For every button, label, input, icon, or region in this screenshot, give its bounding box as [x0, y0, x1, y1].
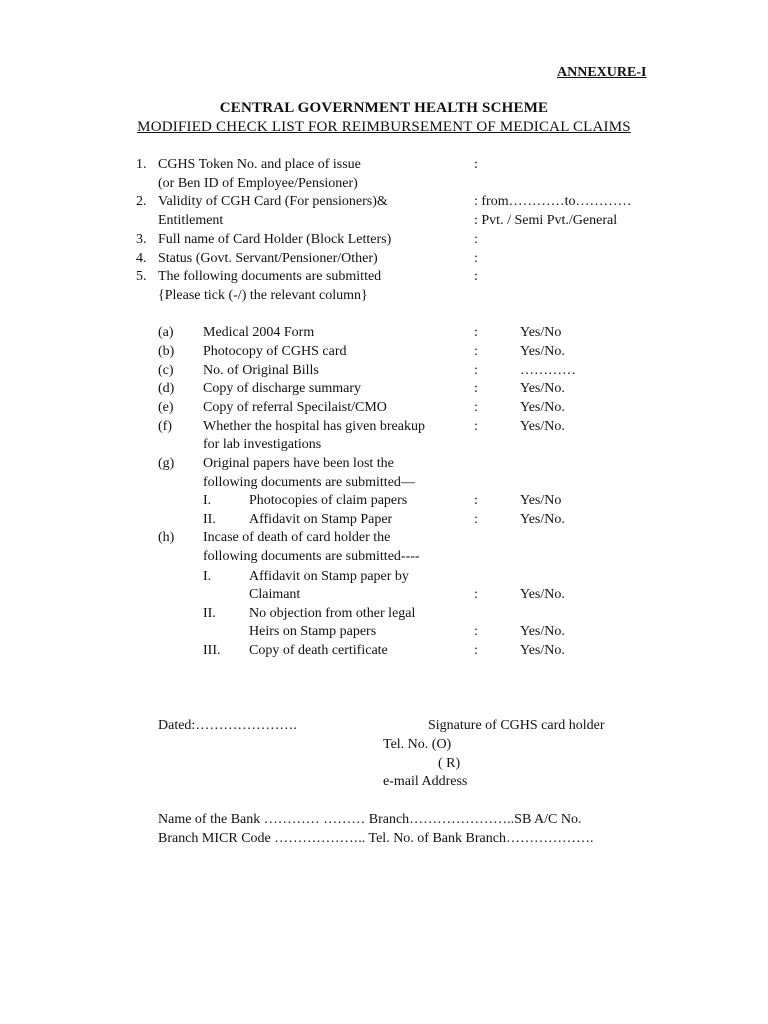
document-letter: (h) [158, 530, 175, 545]
tel-office-label: Tel. No. (O) [383, 737, 452, 752]
document-subtitle: MODIFIED CHECK LIST FOR REIMBURSEMENT OF MEDICAL CLAIMS [137, 119, 631, 135]
document-text: Whether the hospital has given breakup [203, 419, 425, 434]
sub-document-text: Claimant [249, 587, 301, 602]
validity-value: : from…………to………… [474, 194, 632, 209]
item-text: Full name of Card Holder (Block Letters) [158, 232, 392, 247]
document-value: Yes/No. [520, 624, 565, 639]
document-colon: : [474, 624, 478, 639]
tel-residence-label: ( R) [438, 756, 461, 771]
sub-document-text: Photocopies of claim papers [249, 493, 408, 508]
sub-document-text: No objection from other legal [249, 606, 416, 621]
document-text: Original papers have been lost the [203, 456, 394, 471]
document-colon: : [474, 643, 478, 658]
roman-numeral: I. [203, 493, 212, 508]
item-number: 5. [136, 269, 147, 284]
signature-label: Signature of CGHS card holder [428, 718, 605, 733]
document-text: No. of Original Bills [203, 363, 319, 378]
document-letter: (f) [158, 419, 172, 434]
item-colon: : [474, 269, 478, 284]
item-number: 2. [136, 194, 147, 209]
item-text: Validity of CGH Card (For pensioners)& [158, 194, 388, 209]
document-colon: : [474, 493, 478, 508]
roman-numeral: II. [203, 606, 216, 621]
document-colon: : [474, 419, 478, 434]
entitlement-value: : Pvt. / Semi Pvt./General [474, 213, 618, 228]
item-text: CGHS Token No. and place of issue [158, 157, 361, 172]
document-colon: : [474, 400, 478, 415]
item-text: {Please tick (-/) the relevant column} [158, 288, 368, 303]
annexure-label: ANNEXURE-I [557, 65, 647, 80]
document-colon: : [474, 363, 478, 378]
document-text: Copy of discharge summary [203, 381, 361, 396]
sub-document-text: Affidavit on Stamp Paper [249, 512, 393, 527]
email-label: e-mail Address [383, 774, 468, 789]
document-colon: : [474, 512, 478, 527]
document-value: Yes/No. [520, 587, 565, 602]
item-text: Status (Govt. Servant/Pensioner/Other) [158, 251, 378, 266]
sub-document-text: Affidavit on Stamp paper by [249, 569, 409, 584]
document-value: ………… [520, 363, 576, 378]
item-colon: : [474, 157, 478, 172]
item-number: 3. [136, 232, 147, 247]
document-value: Yes/No. [520, 400, 565, 415]
dated-field: Dated:…………………. [158, 718, 297, 733]
document-value: Yes/No. [520, 512, 565, 527]
roman-numeral: III. [203, 643, 221, 658]
roman-numeral: II. [203, 512, 216, 527]
document-colon: : [474, 344, 478, 359]
item-colon: : [474, 232, 478, 247]
document-text: Copy of referral Specilaist/CMO [203, 400, 387, 415]
document-colon: : [474, 587, 478, 602]
document-letter: (c) [158, 363, 174, 378]
document-text: Photocopy of CGHS card [203, 344, 347, 359]
bank-micr-line: Branch MICR Code ……………….. Tel. No. of Bank Branch………………. [158, 831, 594, 846]
sub-document-text: Heirs on Stamp papers [249, 624, 377, 639]
document-colon: : [474, 325, 478, 340]
document-text: Incase of death of card holder the [203, 530, 391, 545]
document-text: following documents are submitted— [203, 475, 415, 490]
document-value: Yes/No [520, 493, 562, 508]
document-text: Medical 2004 Form [203, 325, 315, 340]
document-title: CENTRAL GOVERNMENT HEALTH SCHEME [219, 100, 549, 116]
item-colon: : [474, 251, 478, 266]
item-number: 1. [136, 157, 147, 172]
document-letter: (d) [158, 381, 175, 396]
document-letter: (g) [158, 456, 175, 471]
document-value: Yes/No. [520, 643, 565, 658]
document-text: following documents are submitted---- [203, 549, 420, 564]
roman-numeral: I. [203, 569, 212, 584]
document-letter: (e) [158, 400, 174, 415]
document-value: Yes/No. [520, 419, 565, 434]
document-colon: : [474, 381, 478, 396]
item-number: 4. [136, 251, 147, 266]
sub-document-text: Copy of death certificate [249, 643, 388, 658]
document-value: Yes/No. [520, 381, 565, 396]
item-text: (or Ben ID of Employee/Pensioner) [158, 176, 358, 191]
document-text: for lab investigations [203, 437, 322, 452]
document-value: Yes/No [520, 325, 562, 340]
document-value: Yes/No. [520, 344, 565, 359]
item-text: The following documents are submitted [158, 269, 382, 284]
bank-details-line: Name of the Bank ………… ……… Branch…………………..SB A/C No. [158, 812, 582, 827]
document-letter: (a) [158, 325, 174, 340]
document-letter: (b) [158, 344, 175, 359]
item-text: Entitlement [158, 213, 224, 228]
